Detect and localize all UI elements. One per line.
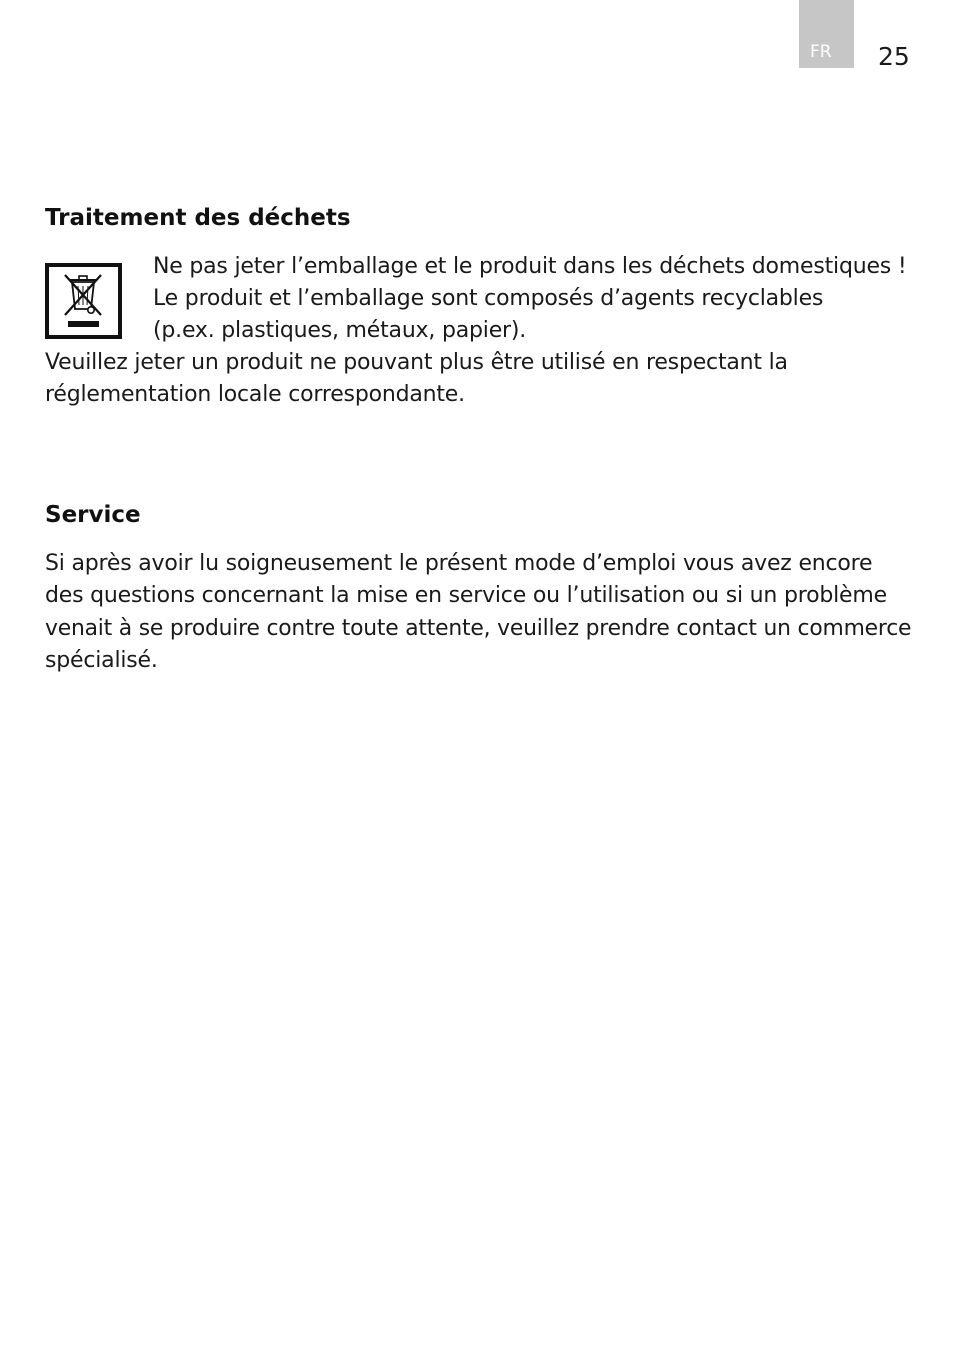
service-line-1: Si après avoir lu soigneusement le présent mode d’emploi vous avez encore	[45, 551, 873, 576]
waste-line-1: Ne pas jeter l’emballage et le produit dans les déchets domestiques !	[153, 254, 907, 279]
waste-line-5: réglementation locale correspondante.	[45, 382, 465, 407]
service-heading: Service	[45, 502, 141, 528]
waste-disposal-heading: Traitement des déchets	[45, 205, 351, 231]
crossed-out-wheelie-bin-icon	[45, 263, 122, 339]
service-line-3: venait à se produire contre toute attente, veuillez prendre contact un commerce	[45, 616, 912, 641]
service-line-2: des questions concernant la mise en service ou l’utilisation ou si un problème	[45, 583, 887, 608]
language-tab	[799, 0, 854, 68]
waste-line-4: Veuillez jeter un produit ne pouvant plus être utilisé en respectant la	[45, 350, 788, 375]
service-line-4: spécialisé.	[45, 648, 158, 673]
waste-line-3: (p.ex. plastiques, métaux, papier).	[153, 318, 527, 343]
waste-line-2: Le produit et l’emballage sont composés d’agents recyclables	[153, 286, 824, 311]
page-number: 25	[878, 42, 910, 71]
language-tab-label: FR	[810, 42, 832, 62]
